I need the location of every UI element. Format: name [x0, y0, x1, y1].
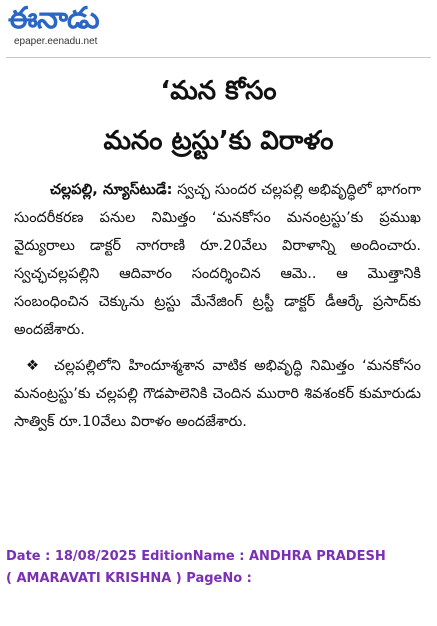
article-body: [14, 176, 421, 444]
header-divider: [6, 57, 431, 58]
eenadu-logo: ఈనాడు: [8, 1, 99, 36]
headline-line-1: ‘మన కోసం: [160, 76, 277, 106]
paragraph-1-text: స్వచ్ఛ సుందర చల్లపల్లి అభివృద్ధిలో భాగంగా సుందరీకరణ పనుల నిమిత్తం ‘మనకోసం మనంట్రస్టు’కు ప్రముఖ వైద్యురాలు డాక్టర్ నాగరాణి రూ.20వేలు విరాళాన్ని అందించారు. స్వచ్ఛచల్లపల్లిని ఆదివారం సందర్శించిన ఆమె.. ఆ మొత్తానికి సంబంధించిన చెక్కును ట్రస్టు మేనేజింగ్ ట్రస్టీ డాక్టర్ డీఆర్కే ప్రసాద్‌కు అందజేశారు.: [14, 182, 421, 338]
dateline: చల్లపల్లి, న్యూస్‌టుడే:: [50, 182, 173, 198]
footer-line-2: ( AMARAVATI KRISHNA ) PageNo :: [6, 571, 252, 586]
footer-line-1: Date : 18/08/2025 EditionName : ANDHRA PRADESH: [6, 549, 386, 564]
masthead: [8, 2, 148, 54]
paragraph-2-text: చల్లపల్లిలోని హిందూశ్మశాన వాటిక అభివృద్ధి నిమిత్తం ‘మనకోసం మనంట్రస్టు’కు చల్లపల్లి గౌడపాలెనికి చెందిన మురారి శివశంకర్ కుమారుడు సాత్విక్ రూ.10వేలు విరాళం అందజేశారు.: [14, 358, 422, 430]
edition-footer: [6, 546, 431, 590]
article-paragraph-1: [14, 176, 421, 344]
source-url: epaper.eenadu.net: [14, 36, 98, 47]
bullet-icon: ❖: [26, 358, 43, 374]
article-paragraph-2: [14, 352, 421, 436]
headline-line-2: మనం ట్రస్టు’కు విరాళం: [103, 126, 334, 156]
article-headline: [0, 66, 437, 166]
